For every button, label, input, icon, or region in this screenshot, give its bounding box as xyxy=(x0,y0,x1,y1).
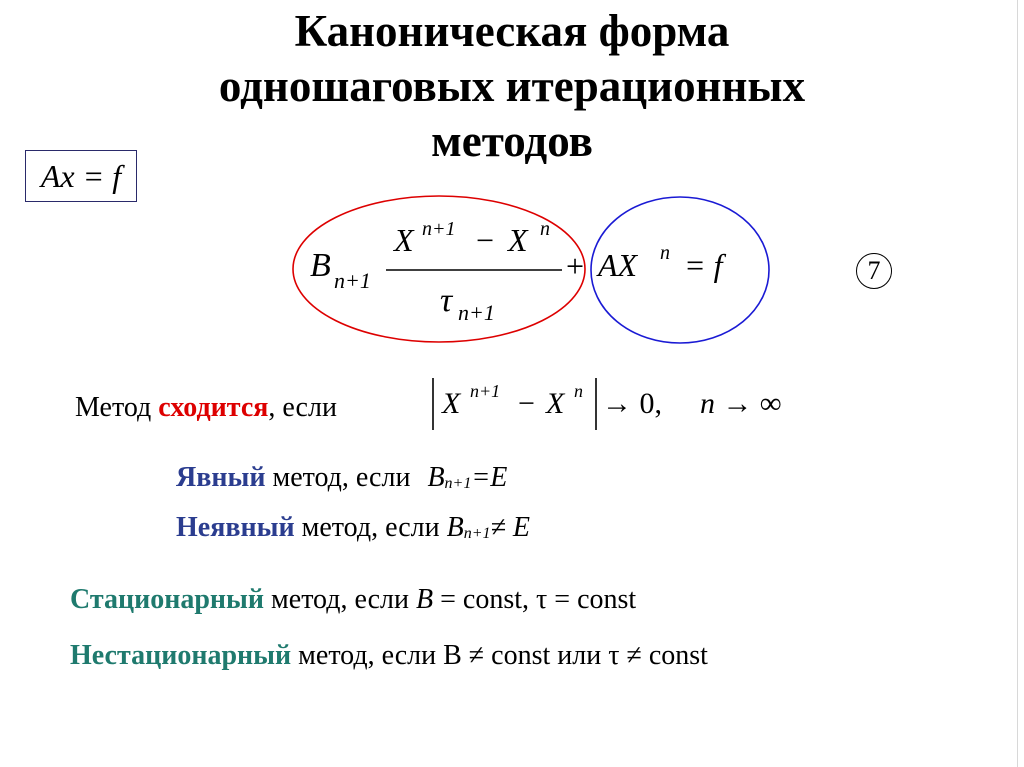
stationary-rest: = const, τ = const xyxy=(433,584,637,615)
implicit-rest: ≠ E xyxy=(490,512,530,543)
title-line-2: одношаговых итерационных xyxy=(218,61,806,111)
stationary-B: B xyxy=(416,584,434,615)
implicit-method-line xyxy=(176,512,530,544)
explicit-keyword: Явный xyxy=(176,462,266,493)
conv-X1: X xyxy=(442,387,461,420)
nonstationary-text: метод, если B ≠ const или τ ≠ const xyxy=(291,640,708,671)
explicit-rest: =E xyxy=(471,462,508,493)
conv-minus: − xyxy=(518,387,535,420)
eq-AX-sup: n xyxy=(660,242,670,264)
conv-X2: X xyxy=(546,387,565,420)
eq-num-sup2: n xyxy=(540,218,550,240)
stationary-method-line xyxy=(70,584,636,616)
eq-num-X1: X xyxy=(394,222,414,258)
convergence-keyword: сходится xyxy=(158,392,269,423)
eq-num-sup1: n+1 xyxy=(422,218,456,240)
conv-sup1: n+1 xyxy=(470,381,501,401)
eq-plus: + xyxy=(566,248,585,284)
stationary-keyword: Стационарный xyxy=(70,584,265,615)
stationary-text: метод, если xyxy=(264,584,417,615)
equation-number: 7 xyxy=(856,253,892,289)
implicit-text: метод, если xyxy=(294,512,447,543)
eq-B: B xyxy=(310,247,331,284)
nonstationary-method-line xyxy=(70,640,708,672)
conv-sup2: n xyxy=(574,381,583,401)
boxed-equation: Ax = f xyxy=(25,150,137,202)
conv-arrow-zero: → 0, xyxy=(602,387,662,420)
implicit-B: B xyxy=(446,512,464,543)
eq-B-sub: n+1 xyxy=(334,268,371,293)
title-line-3: методов xyxy=(431,116,593,166)
implicit-keyword: Неявный xyxy=(176,512,295,543)
eq-num-minus: − xyxy=(476,222,495,258)
explicit-B: B xyxy=(427,462,445,493)
eq-AX: AX xyxy=(598,247,638,283)
eq-equals-f: = f xyxy=(684,247,723,283)
explicit-text: метод, если xyxy=(265,462,418,493)
title-line-1: Каноническая форма xyxy=(294,6,730,56)
explicit-sub: n+1 xyxy=(444,475,472,492)
convergence-suffix: , если xyxy=(268,392,337,423)
nonstationary-keyword: Нестационарный xyxy=(70,640,292,671)
eq-den-sub: n+1 xyxy=(458,300,495,325)
explicit-method-line xyxy=(176,462,507,494)
eq-num-X2: X xyxy=(508,222,528,258)
eq-den-tau: τ xyxy=(440,282,453,319)
conv-n-arrow-inf: n → ∞ xyxy=(700,387,782,420)
convergence-prefix: Метод xyxy=(75,392,159,423)
implicit-sub: n+1 xyxy=(463,525,491,542)
